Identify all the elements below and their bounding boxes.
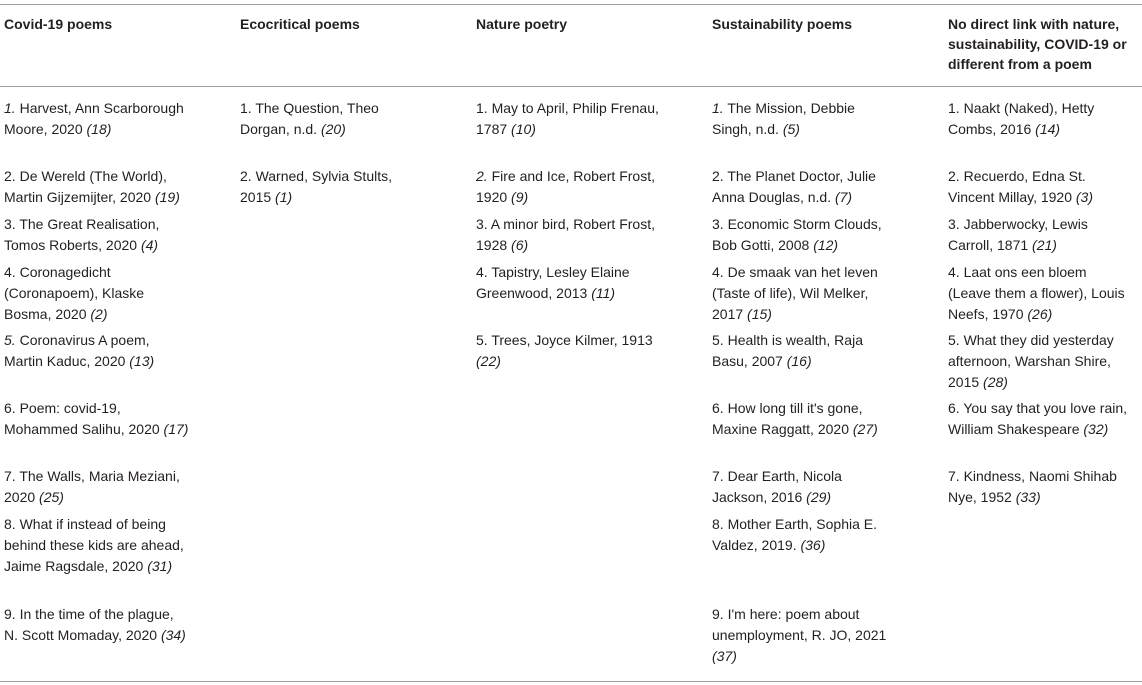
poem-entry: De smaak van het leven (Taste of life), Wil Melker, 2017 [712, 264, 878, 322]
reference-number: (26) [1027, 305, 1053, 322]
table-cell [476, 330, 661, 372]
table-cell [4, 214, 189, 256]
table-cell [948, 98, 1133, 140]
item-number: 4. [948, 264, 960, 280]
table-cell [240, 98, 425, 140]
item-number: 6. [948, 400, 960, 416]
reference-number: (34) [160, 626, 186, 643]
poem-entry: Dear Earth, Nicola Jackson, 2016 [712, 468, 842, 505]
item-number: 9. [712, 606, 724, 622]
table-cell [4, 262, 189, 324]
poem-entry: May to April, Philip Frenau, 1787 [476, 100, 659, 137]
column-header: Covid-19 poems [4, 16, 113, 32]
item-number: 5. [712, 332, 724, 348]
item-number: 4. [4, 264, 16, 280]
table-cell [240, 166, 425, 208]
reference-number: (19) [154, 188, 180, 205]
item-number: 5. [948, 332, 960, 348]
reference-number: (5) [782, 120, 800, 137]
table-top-rule [0, 4, 1142, 5]
item-number: 2. [240, 168, 252, 184]
item-number: 7. [948, 468, 960, 484]
column-header: Sustainability poems [712, 16, 853, 32]
item-number: 2. [4, 168, 16, 184]
poem-entry: What if instead of being behind these kids are ahead, Jaime Ragsdale, 2020 [4, 516, 184, 574]
reference-number: (9) [511, 188, 529, 205]
item-number: 6. [712, 400, 724, 416]
poem-entry: The Planet Doctor, Julie Anna Douglas, n.d. [712, 168, 876, 205]
reference-number: (17) [163, 420, 189, 437]
reference-number: (6) [511, 236, 529, 253]
item-number: 7. [4, 468, 16, 484]
poem-entry: Mother Earth, Sophia E. Valdez, 2019. [712, 516, 877, 553]
item-number: 2. [948, 168, 960, 184]
poem-entry: Laat ons een bloem (Leave them a flower), Louis Neefs, 1970 [948, 264, 1125, 322]
column-header: No direct link with nature, sustainability, COVID-19 or different from a poem [948, 16, 1127, 72]
reference-number: (27) [852, 420, 878, 437]
reference-number: (31) [147, 557, 173, 574]
item-number: 8. [712, 516, 724, 532]
item-number: 9. [4, 606, 16, 622]
table-cell [948, 262, 1133, 324]
poem-entry: Kindness, Naomi Shihab Nye, 1952 [948, 468, 1117, 505]
reference-number: (4) [140, 236, 159, 253]
table-cell [712, 604, 897, 666]
reference-number: (10) [511, 120, 536, 137]
table-cell [712, 166, 897, 208]
reference-number: (28) [983, 373, 1008, 390]
item-number: 1. [4, 100, 16, 116]
poem-entry: Recuerdo, Edna St. Vincent Millay, 1920 [948, 168, 1086, 205]
poem-entry: Fire and Ice, Robert Frost, 1920 [476, 168, 655, 205]
reference-number: (33) [1015, 488, 1041, 505]
table-cell [476, 214, 661, 256]
table-cell [712, 262, 897, 324]
table-cell [948, 166, 1133, 208]
reference-number: (21) [1032, 236, 1057, 253]
item-number: 1. [240, 100, 252, 116]
table-cell [948, 398, 1133, 440]
poem-entry: Harvest, Ann Scarborough Moore, 2020 [4, 100, 184, 137]
poem-entry: A minor bird, Robert Frost, 1928 [476, 216, 655, 253]
column-header: Ecocritical poems [240, 16, 360, 32]
table-cell [712, 98, 897, 140]
table-cell [4, 466, 189, 508]
reference-number: (2) [90, 305, 108, 322]
item-number: 8. [4, 516, 16, 532]
reference-number: (22) [476, 352, 501, 369]
reference-number: (32) [1083, 420, 1109, 437]
reference-number: (1) [275, 188, 293, 205]
reference-number: (14) [1035, 120, 1061, 137]
poem-entry: I'm here: poem about unemployment, R. JO, 2021 [712, 606, 887, 643]
item-number: 1. [712, 100, 724, 116]
item-number: 4. [712, 264, 724, 280]
item-number: 3. [476, 216, 488, 232]
reference-number: (36) [800, 536, 826, 553]
table-cell [712, 398, 897, 440]
table-cell [948, 466, 1133, 508]
item-number: 1. [948, 100, 960, 116]
table-cell [712, 330, 897, 372]
poem-entry: Naakt (Naked), Hetty Combs, 2016 [948, 100, 1095, 137]
reference-number: (13) [129, 352, 155, 369]
poem-entry: The Great Realisation, Tomos Roberts, 2020 [4, 216, 160, 253]
table-cell [712, 214, 897, 256]
poem-entry: Tapistry, Lesley Elaine Greenwood, 2013 [476, 264, 630, 301]
reference-number: (15) [747, 305, 772, 322]
table-cell [4, 604, 189, 646]
item-number: 4. [476, 264, 488, 280]
poem-entry: You say that you love rain, William Shakespeare [948, 400, 1128, 437]
item-number: 7. [712, 468, 724, 484]
table-cell [476, 262, 661, 304]
item-number: 3. [4, 216, 16, 232]
reference-number: (11) [591, 284, 616, 301]
table-cell [712, 466, 897, 508]
reference-number: (20) [320, 120, 346, 137]
item-number: 3. [712, 216, 724, 232]
table-cell [712, 514, 897, 556]
item-number: 2. [476, 168, 488, 184]
poem-entry: What they did yesterday afternoon, Warshan Shire, 2015 [948, 332, 1114, 390]
item-number: 1. [476, 100, 488, 116]
table-cell [4, 98, 189, 140]
reference-number: (37) [712, 647, 737, 664]
table-cell [4, 398, 189, 440]
reference-number: (16) [786, 352, 812, 369]
reference-number: (29) [806, 488, 832, 505]
poem-entry: The Question, Theo Dorgan, n.d. [240, 100, 379, 137]
item-number: 5. [476, 332, 488, 348]
poem-entry: Poem: covid-19, Mohammed Salihu, 2020 [4, 400, 164, 437]
poem-entry: The Mission, Debbie Singh, n.d. [712, 100, 855, 137]
poem-entry: Health is wealth, Raja Basu, 2007 [712, 332, 863, 369]
poem-entry: Warned, Sylvia Stults, 2015 [240, 168, 392, 205]
table-cell [476, 98, 661, 140]
table-header-rule [0, 86, 1142, 87]
poem-entry: Coronagedicht (Coronapoem), Klaske Bosma, 2020 [4, 264, 145, 322]
item-number: 3. [948, 216, 960, 232]
poem-entry: Trees, Joyce Kilmer, 1913 [487, 332, 653, 348]
reference-number: (7) [834, 188, 853, 205]
item-number: 6. [4, 400, 16, 416]
reference-number: (18) [86, 120, 112, 137]
column-header: Nature poetry [476, 16, 568, 32]
poem-entry: Jabberwocky, Lewis Carroll, 1871 [948, 216, 1088, 253]
reference-number: (25) [39, 488, 64, 505]
poem-entry: The Walls, Maria Meziani, 2020 [4, 468, 180, 505]
table-cell [4, 330, 189, 372]
table-bottom-rule [0, 681, 1142, 682]
poem-entry: Coronavirus A poem, Martin Kaduc, 2020 [4, 332, 150, 369]
table-cell [476, 166, 661, 208]
item-number: 5. [4, 332, 16, 348]
poem-entry: How long till it's gone, Maxine Raggatt, 2020 [712, 400, 863, 437]
table-cell [4, 514, 189, 576]
poem-entry: De Wereld (The World), Martin Gijzemijter, 2020 [4, 168, 167, 205]
item-number: 2. [712, 168, 724, 184]
poem-entry: Economic Storm Clouds, Bob Gotti, 2008 [712, 216, 882, 253]
poem-entry: In the time of the plague, N. Scott Momaday, 2020 [4, 606, 174, 643]
table-cell [4, 166, 189, 208]
table-cell [948, 330, 1133, 392]
table-cell [948, 214, 1133, 256]
reference-number: (3) [1075, 188, 1094, 205]
reference-number: (12) [813, 236, 839, 253]
